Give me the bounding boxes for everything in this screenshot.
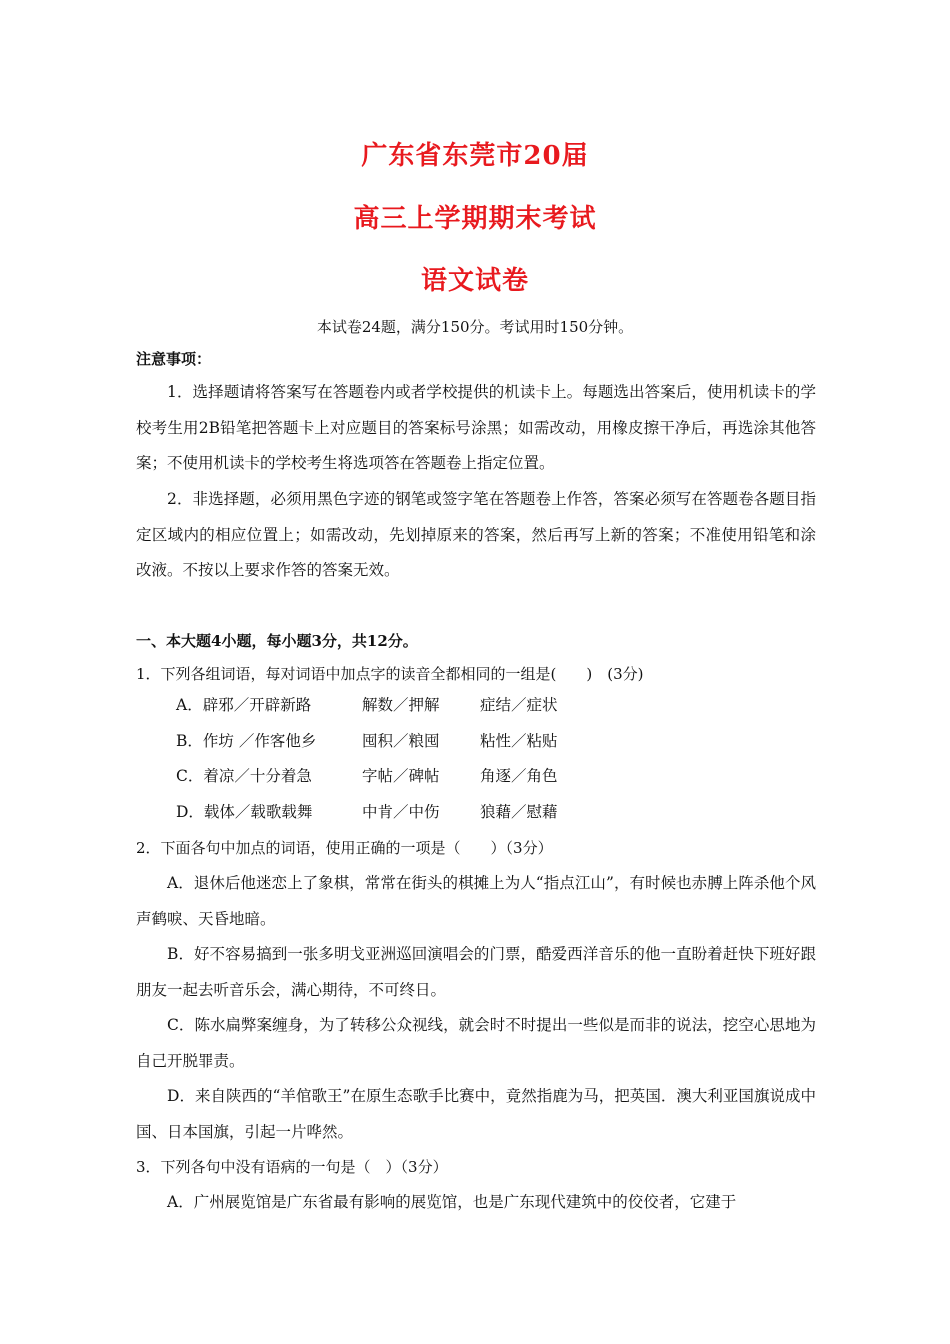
section-heading: 一、本大题4小题，每小题3分，共12分。 — [136, 632, 418, 650]
option-cell: C．着凉／十分着急 — [176, 767, 312, 785]
question-2-option-c: C．陈水扁弊案缠身，为了转移公众视线，就会时不时提出一些似是而非的说法，挖空心思地为自己开脱罪责。 — [136, 1016, 816, 1070]
question-2-option-d: D．来自陕西的“羊倌歌王”在原生态歌手比赛中，竟然指鹿为马，把英国．澳大利亚国旗说成中国、日本国旗，引起一片哗然。 — [136, 1087, 816, 1141]
exam-title-line1: 广东省东莞市20届 — [361, 141, 589, 171]
exam-info: 本试卷24题，满分150分。考试用时150分钟。 — [316, 318, 634, 336]
option-cell: 解数／押解 — [362, 696, 440, 714]
question-2-option-b: B．好不容易搞到一张多明戈亚洲巡回演唱会的门票，酷爱西洋音乐的他一直盼着赶快下班好跟朋友一起去听音乐会，满心期待，不可终日。 — [136, 945, 816, 999]
option-cell: 粘性／粘贴 — [480, 732, 558, 750]
note-item-2: 2．非选择题，必须用黑色字迹的钢笔或签字笔在答题卷上作答，答案必须写在答题卷各题目指定区域内的相应位置上；如需改动，先划掉原来的答案，然后再写上新的答案；不准使用铅笔和涂改液。不按以上要求作答的答案无效。 — [136, 490, 816, 579]
option-cell: D．载体／载歌载舞 — [176, 803, 313, 821]
question-1-stem: 1．下列各组词语，每对词语中加点字的读音全都相同的一组是( ) (3分) — [136, 665, 644, 683]
exam-title-line3: 语文试卷 — [420, 266, 529, 296]
option-cell: 症结／症状 — [480, 696, 558, 714]
exam-title-line2: 高三上学期期末考试 — [353, 204, 597, 234]
option-cell: B．作坊 ／作客他乡 — [176, 732, 317, 750]
option-cell: 字帖／碑帖 — [362, 767, 440, 785]
question-2-option-a: A．退休后他迷恋上了象棋，常常在街头的棋摊上为人“指点江山”，有时候也赤膊上阵杀他个风声鹤唳、天昏地暗。 — [136, 874, 816, 928]
notes-heading: 注意事项： — [136, 350, 212, 368]
option-cell: 狼藉／慰藉 — [480, 803, 558, 821]
note-item-1: 1．选择题请将答案写在答题卷内或者学校提供的机读卡上。每题选出答案后，使用机读卡的学校考生用2B铅笔把答题卡上对应题目的答案标号涂黑；如需改动，用橡皮擦干净后，再选涂其他答案；不使用机读卡的学校考生将选项答在答题卷上指定位置。 — [136, 383, 816, 472]
option-cell: 囤积／粮囤 — [362, 732, 440, 750]
option-cell: A．辟邪／开辟新路 — [176, 696, 312, 714]
question-3-option-a: A．广州展览馆是广东省最有影响的展览馆，也是广东现代建筑中的佼佼者，它建于 — [167, 1193, 737, 1211]
option-cell: 中肯／中伤 — [362, 803, 440, 821]
option-cell: 角逐／角色 — [480, 767, 558, 785]
question-3-stem: 3．下列各句中没有语病的一句是（ ）（3分） — [136, 1158, 448, 1176]
question-2-stem: 2．下面各句中加点的词语，使用正确的一项是（ ）（3分） — [136, 839, 553, 857]
